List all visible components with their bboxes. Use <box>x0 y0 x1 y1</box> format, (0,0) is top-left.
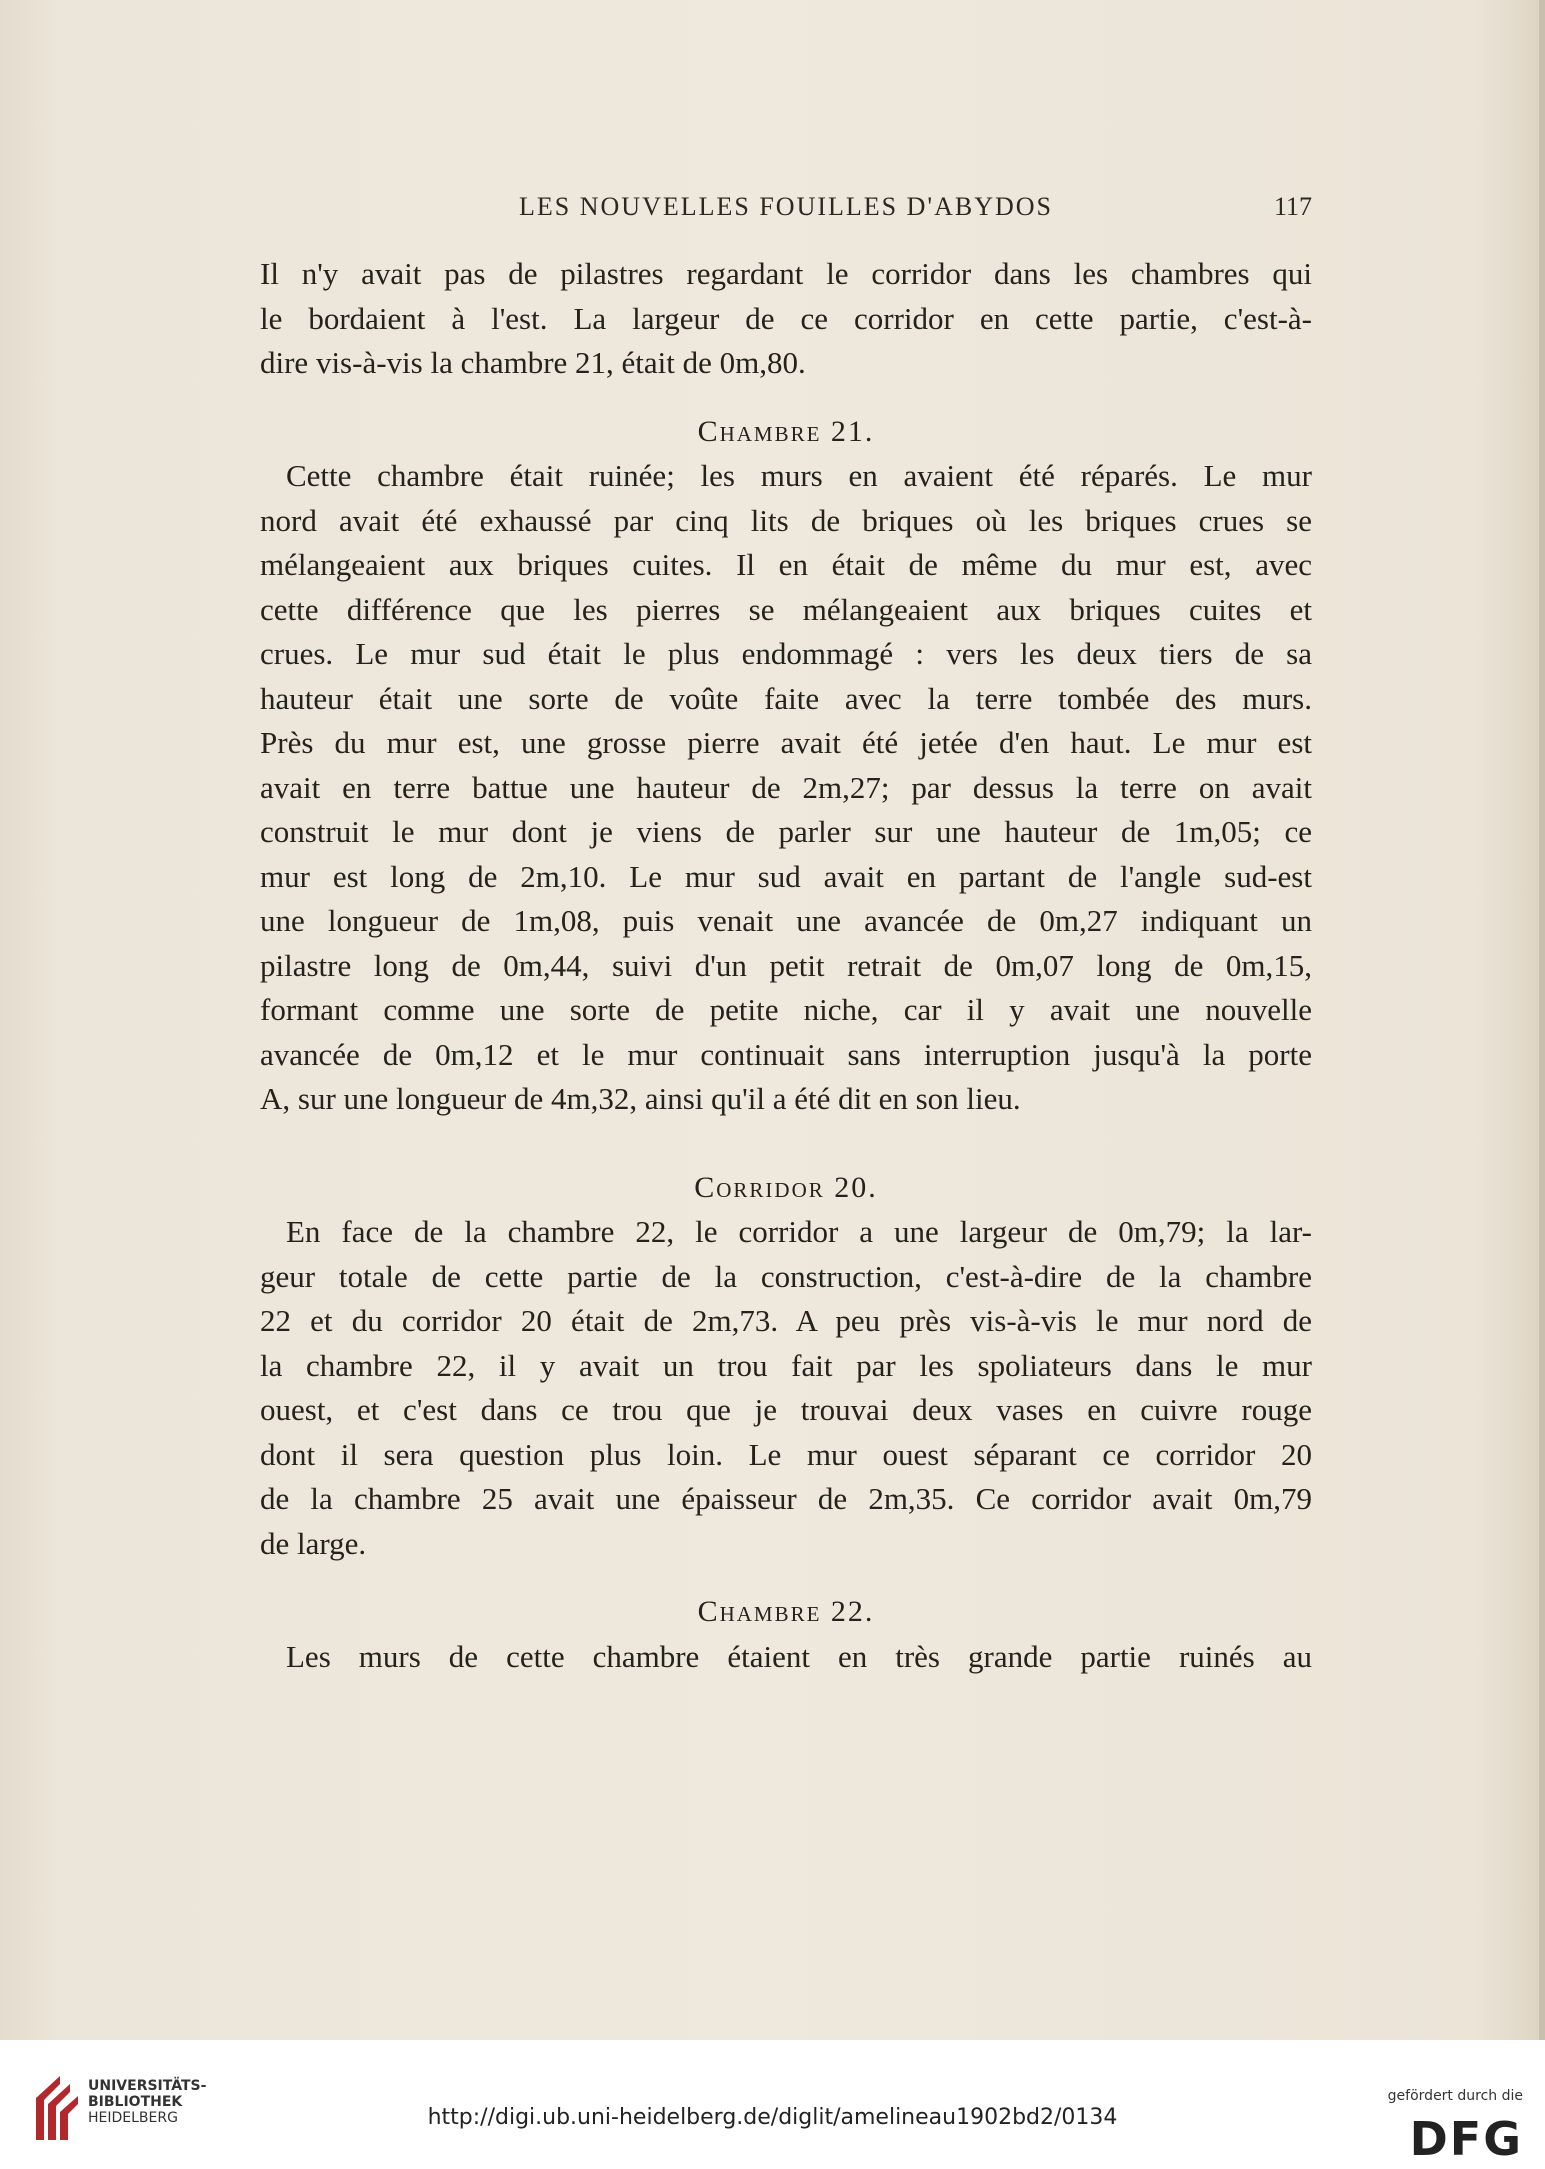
text-line: avancée de 0m,12 et le mur continuait sans interruption jusqu'à la porte <box>260 1036 1312 1072</box>
text-line: ouest, et c'est dans ce trou que je trouvai deux vases en cuivre rouge <box>260 1392 1312 1427</box>
library-name-line: UNIVERSITÄTS- <box>88 2078 207 2094</box>
text-line: construit le mur dont je viens de parler sur une hauteur de 1m,05; ce <box>260 814 1312 849</box>
text-line: pilastre long de 0m,44, suivi d'un petit retrait de 0m,07 long de 0m,15, <box>260 947 1312 983</box>
text-line: la chambre 22, il y avait un trou fait par les spoliateurs dans le mur <box>260 1347 1312 1383</box>
text-line: mur est long de 2m,10. Le mur sud avait en partant de l'angle sud-est <box>260 858 1312 894</box>
text-line: le bordaient à l'est. La largeur de ce corridor en cette partie, c'est-à- <box>260 300 1312 336</box>
permalink-url[interactable]: http://digi.ub.uni-heidelberg.de/diglit/amelineau1902bd2/0134 <box>427 2105 1118 2130</box>
text-line: formant comme une sorte de petite niche, car il y avait une nouvelle <box>260 992 1312 1027</box>
section-heading-chambre-22: Chambre 22. <box>697 1595 875 1628</box>
funder-label: gefördert durch die <box>1387 2088 1523 2104</box>
running-title: LES NOUVELLES FOUILLES D'ABYDOS <box>519 192 1053 221</box>
text-line: Cette chambre était ruinée; les murs en avaient été réparés. Le mur <box>286 458 1312 493</box>
page-content <box>260 252 1312 1679</box>
paragraph-chambre-22 <box>260 1635 1312 1680</box>
paragraph-intro <box>260 252 1312 386</box>
text-line: mélangeaient aux briques cuites. Il en était de même du mur est, avec <box>260 547 1312 582</box>
text-line: hauteur était une sorte de voûte faite avec la terre tombée des murs. <box>260 680 1312 716</box>
text-line: Les murs de cette chambre étaient en très grande partie ruinés au <box>286 1638 1312 1674</box>
text-line: de large. <box>260 1525 367 1561</box>
paragraph-corridor-20 <box>260 1210 1312 1566</box>
library-name-line: BIBLIOTHEK <box>88 2094 183 2110</box>
text-line: avait en terre battue une hauteur de 2m,27; par dessus la terre on avait <box>260 769 1312 805</box>
text-line: Il n'y avait pas de pilastres regardant le corridor dans les chambres qui <box>260 256 1312 291</box>
text-line: crues. Le mur sud était le plus endommagé : vers les deux tiers de sa <box>260 636 1312 671</box>
text-line: En face de la chambre 22, le corridor a une largeur de 0m,79; la lar- <box>286 1214 1312 1249</box>
text-line: dire vis-à-vis la chambre 21, était de 0m,80. <box>260 345 806 380</box>
running-header <box>260 192 1312 232</box>
text-line: geur totale de cette partie de la construction, c'est-à-dire de la chambre <box>260 1258 1312 1294</box>
viewer-footer <box>0 2040 1545 2169</box>
text-line: nord avait été exhaussé par cinq lits de briques où les briques crues se <box>260 502 1312 538</box>
section-heading-chambre-21: Chambre 21. <box>697 414 875 448</box>
text-line: dont il sera question plus loin. Le mur ouest séparant ce corridor 20 <box>260 1436 1312 1472</box>
text-line: Près du mur est, une grosse pierre avait été jetée d'en haut. Le mur est <box>260 725 1312 760</box>
text-line: une longueur de 1m,08, puis venait une avancée de 0m,27 indiquant un <box>260 903 1312 938</box>
section-heading-corridor-20: Corridor 20. <box>694 1170 878 1204</box>
page-number: 117 <box>1273 192 1312 221</box>
text-line: A, sur une longueur de 4m,32, ainsi qu'il a été dit en son lieu. <box>260 1081 1021 1116</box>
paragraph-chambre-21 <box>260 454 1312 1122</box>
text-line: de la chambre 25 avait une épaisseur de 2m,35. Ce corridor avait 0m,79 <box>260 1481 1312 1516</box>
text-line: cette différence que les pierres se mélangeaient aux briques cuites et <box>260 591 1312 627</box>
dfg-logo: DFG <box>1409 2112 1523 2166</box>
text-line: 22 et du corridor 20 était de 2m,73. A peu près vis-à-vis le mur nord de <box>260 1303 1312 1338</box>
library-city: HEIDELBERG <box>88 2110 178 2126</box>
